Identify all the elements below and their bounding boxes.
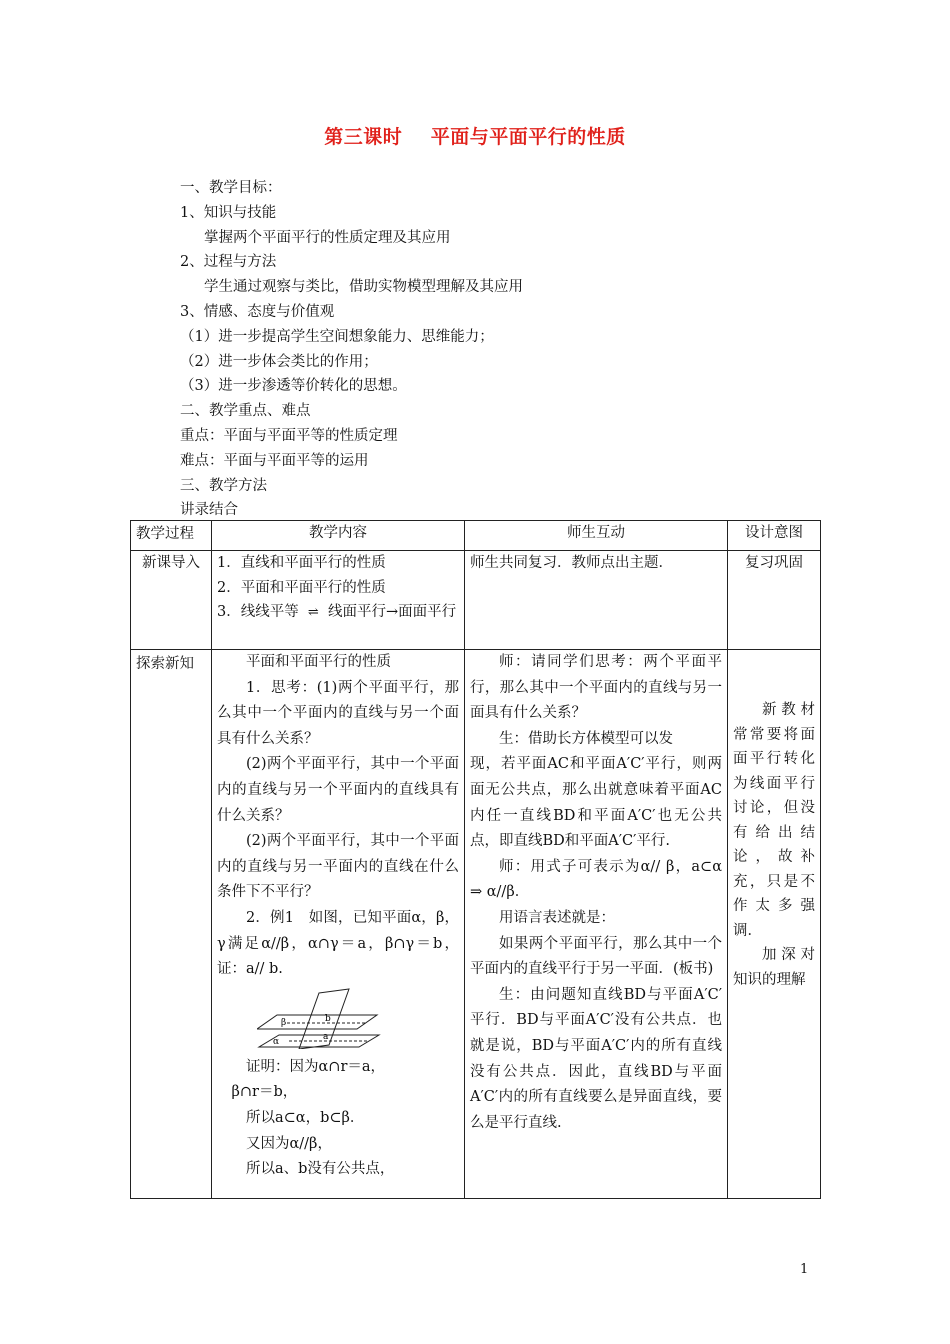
content-line: 所以a⊂α，b⊂β． [246,1109,365,1126]
plane-beta [257,1015,377,1029]
outline-line: 1、知识与技能 [180,204,277,221]
lesson-outline [180,176,820,523]
equivalence-arrow-icon: ⇌ [307,605,319,620]
design-cell [728,650,821,1199]
content-line [217,600,459,626]
interaction-line: 现，若平面AC和平面A′C′平行，则两面无公共点，那么出就意味着平面AC内任一直线BD和平面A′C′也无公共点，即直线BD和平面A′C′平行. [470,756,722,850]
header-design: 设计意图 [728,521,821,551]
content-fragment: 3．线线平等 [217,604,299,620]
interaction-cell: 师生共同复习．教师点出主题． [465,551,728,650]
outline-line: 讲录结合 [180,502,238,519]
content-line: β∩r＝b， [231,1084,298,1101]
table-row [131,650,821,1199]
interaction-line: 用语言表述就是： [499,909,615,926]
intersecting-planes-figure [257,987,387,1049]
table-row [131,551,821,650]
header-stage: 教学过程 [131,521,212,551]
content-line: 又因为α//β， [246,1135,332,1152]
outline-line: 掌握两个平面平行的性质定理及其应用 [204,229,451,246]
lesson-table [130,520,821,1199]
interaction-cell [465,650,728,1199]
figure-label-b: b [325,1013,331,1024]
table-header-row [131,521,821,551]
header-interaction: 师生互动 [465,521,728,551]
design-note: 新教材常常要将面面平行转化为线面平行讨论，但没有给出结论，故补充，只是不作太多强调． [733,702,815,939]
outline-line: 二、教学重点、难点 [180,403,311,420]
content-line: 1．思考：(1)两个平面平行，那么其中一个平面内的直线与另一个面具有什么关系？ [217,679,459,747]
outline-line: 3、情感、态度与价值观 [180,303,335,320]
page-title: 第三课时 平面与平面平行的性质 [324,126,626,148]
outline-line: （2）进一步体会类比的作用； [180,353,378,370]
outline-line: 难点：平面与平面平等的运用 [180,452,369,469]
stage-cell: 新课导入 [131,551,212,650]
page-number: 1 [800,1262,809,1277]
content-line: 证明：因为α∩r＝a， [246,1058,386,1075]
content-line: (2)两个平面平行，其中一个平面内的直线与另一平面内的直线在什么条件下不平行？ [217,833,459,901]
content-cell [212,650,465,1199]
interaction-line: 生：借助长方体模型可以发 [499,730,673,747]
stage-cell: 探索新知 [131,650,212,1199]
header-content: 教学内容 [212,521,465,551]
outline-line: 三、教学方法 [180,477,267,494]
design-cell: 复习巩固 [728,551,821,650]
figure-label-a: a [323,1031,329,1042]
figure-label-alpha: α [273,1036,280,1047]
content-line: 所以a、b没有公共点， [246,1161,395,1178]
interaction-line: 师：用式子可表示为α// β，a⊂α ⇒ α//β． [470,858,722,901]
figure-label-beta: β [281,1017,287,1028]
outline-line: 重点：平面与平面平等的性质定理 [180,427,398,444]
content-fragment: 线面平行→面面平行 [327,604,457,620]
outline-line: （1）进一步提高学生空间想象能力、思维能力； [180,328,494,345]
content-line: 2．例1 如图，已知平面α，β，γ满足α//β，α∩γ＝a，β∩γ＝b，证：a// b. [217,909,459,978]
content-line: 2．平面和平面平行的性质 [217,579,386,596]
outline-line: 学生通过观察与类比，借助实物模型理解及其应用 [204,279,523,296]
content-line: 平面和平面平行的性质 [246,654,391,670]
interaction-line: 生：由问题知直线BD与平面A′C′平行．BD与平面A′C′没有公共点．也就是说，BD与平面A′C′内的所有直线没有公共点．因此，直线BD与平面A′C′内的所有直线要么是异面直线，要么是平行直线. [470,986,722,1131]
interaction-line: 如果两个平面平行，那么其中一个平面内的直线平行于另一平面．(板书) [470,935,722,978]
design-note: 加深对知识的理解 [733,947,815,988]
content-line: 1．直线和平面平行的性质 [217,555,386,571]
content-line: (2)两个平面平行，其中一个平面内的直线与另一个平面内的直线具有什么关系？ [217,756,459,824]
interaction-line: 师：请同学们思考：两个平面平行，那么其中一个平面内的直线与另一面具有什么关系？ [470,654,722,722]
outline-line: 一、教学目标： [180,180,282,196]
outline-line: 2、过程与方法 [180,254,277,271]
content-cell [212,551,465,650]
outline-line: （3）进一步渗透等价转化的思想。 [180,378,407,395]
